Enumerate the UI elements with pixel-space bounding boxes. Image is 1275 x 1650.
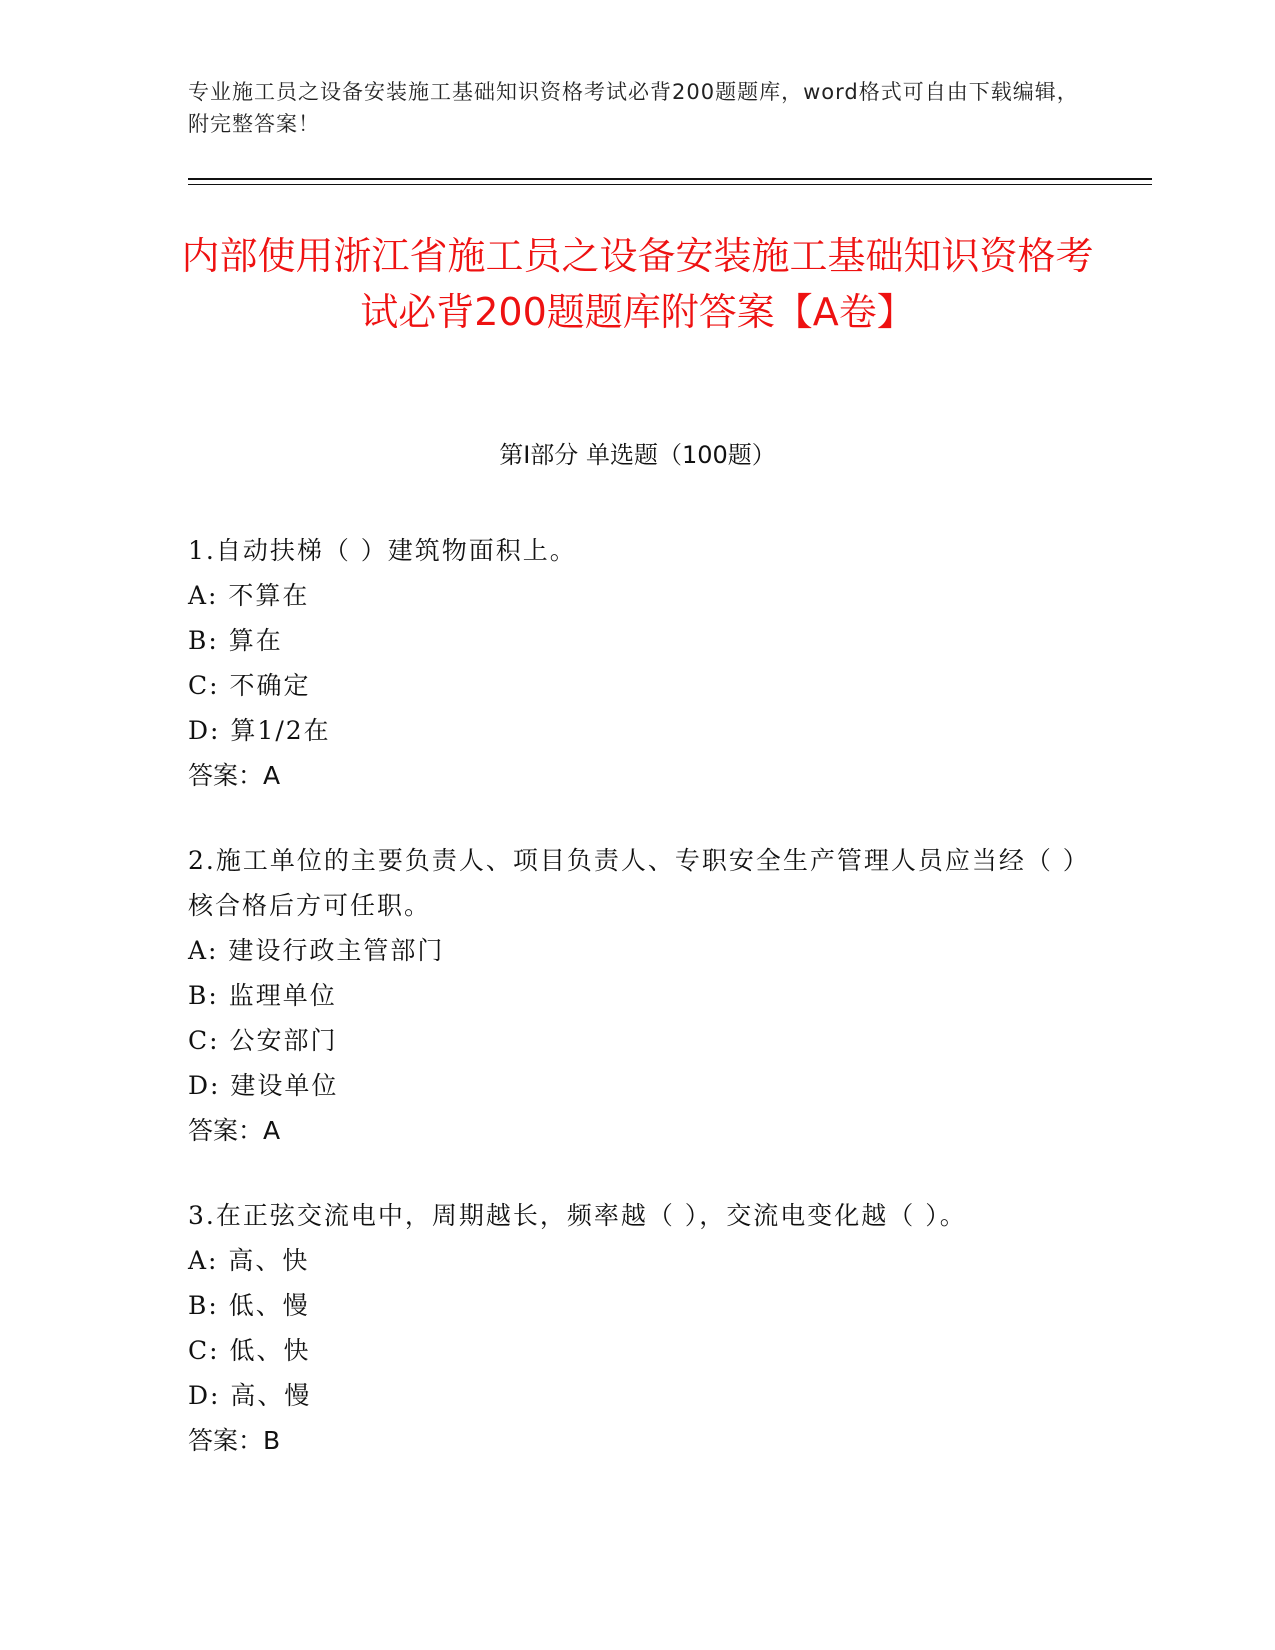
- question-stem: 1.自动扶梯（ ）建筑物面积上。: [188, 536, 577, 565]
- option-b: B: 低、慢: [188, 1291, 310, 1320]
- question-1: [188, 528, 1088, 798]
- option-c: C: 公安部门: [188, 1026, 338, 1055]
- header-divider-thin: [188, 184, 1152, 185]
- option-a: A: 高、快: [188, 1246, 310, 1275]
- section-title: 第Ⅰ部分 单选题（100题）: [499, 441, 776, 469]
- header-note: 专业施工员之设备安装施工基础知识资格考试必背200题题库，word格式可自由下载编辑，附完整答案！: [188, 80, 1079, 136]
- option-c: C: 低、快: [188, 1336, 311, 1365]
- option-d: D: 算1/2在: [188, 716, 331, 745]
- header-divider-thick: [188, 178, 1152, 180]
- document-title: 内部使用浙江省施工员之设备安装施工基础知识资格考试必背200题题库附答案【A卷】: [181, 234, 1094, 334]
- question-3: [188, 1193, 1088, 1463]
- option-d: D: 高、慢: [188, 1381, 312, 1410]
- question-stem: 2.施工单位的主要负责人、项目负责人、专职安全生产管理人员应当经（ ）核合格后方可任职。: [188, 846, 1078, 920]
- answer-line: 答案：A: [188, 1116, 281, 1145]
- option-b: B: 算在: [188, 626, 283, 655]
- question-2: [188, 838, 1088, 1153]
- answer-line: 答案：A: [188, 761, 281, 790]
- answer-line: 答案：B: [188, 1426, 281, 1455]
- option-a: A: 建设行政主管部门: [188, 936, 445, 965]
- option-d: D: 建设单位: [188, 1071, 339, 1100]
- question-stem: 3.在正弦交流电中，周期越长，频率越（ ），交流电变化越（ ）。: [188, 1201, 967, 1230]
- option-b: B: 监理单位: [188, 981, 337, 1010]
- question-list: [188, 528, 1088, 1503]
- option-a: A: 不算在: [188, 581, 310, 610]
- option-c: C: 不确定: [188, 671, 311, 700]
